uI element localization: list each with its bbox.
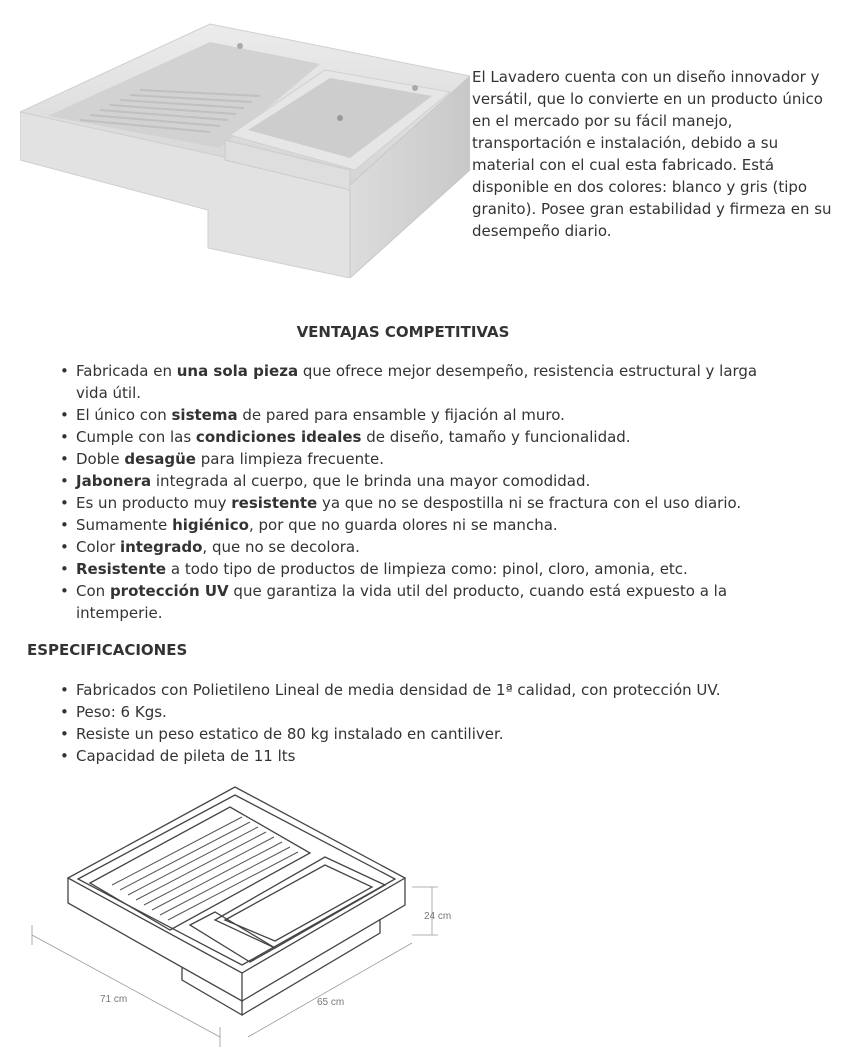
intro-paragraph: El Lavadero cuenta con un diseño innovador y versátil, que lo convierte en un producto único en el mercado por su fácil manejo, transportación e instalación, debido a su material con el cual esta fabricado. Está disponible en dos colores: blanco y gris (tipo granito). Posee gran estabilidad y firmeza en su desempeño diario. bbox=[472, 68, 832, 240]
list-item: • Fabricada en una sola pieza que ofrece mejor desempeño, resistencia estructural y larga vida útil. bbox=[76, 360, 776, 404]
list-item: • Jabonera integrada al cuerpo, que le brinda una mayor comodidad. bbox=[76, 470, 776, 492]
specs-title: ESPECIFICACIONES bbox=[27, 641, 188, 659]
list-item: • Resiste un peso estatico de 80 kg instalado en cantiliver. bbox=[76, 723, 796, 745]
specs-list bbox=[76, 679, 796, 767]
height-dimension-label: 24 cm bbox=[424, 911, 452, 922]
list-item: • El único con sistema de pared para ensamble y fijación al muro. bbox=[76, 404, 776, 426]
advantages-list bbox=[76, 360, 776, 624]
depth-dimension-label: 71 cm bbox=[100, 994, 128, 1005]
list-item: • Color integrado, que no se decolora. bbox=[76, 536, 776, 558]
list-item: • Doble desagüe para limpieza frecuente. bbox=[76, 448, 776, 470]
list-item: • Es un producto muy resistente ya que no se despostilla ni se fractura con el uso diario. bbox=[76, 492, 776, 514]
width-dimension-label: 65 cm bbox=[317, 997, 345, 1008]
list-item: • Sumamente higiénico, por que no guarda olores ni se mancha. bbox=[76, 514, 776, 536]
list-item: • Cumple con las condiciones ideales de diseño, tamaño y funcionalidad. bbox=[76, 426, 776, 448]
dimension-diagram bbox=[20, 775, 490, 1055]
list-item: • Fabricados con Polietileno Lineal de media densidad de 1ª calidad, con protección UV. bbox=[76, 679, 796, 701]
list-item: • Peso: 6 Kgs. bbox=[76, 701, 796, 723]
product-photo bbox=[20, 20, 470, 278]
list-item: • Capacidad de pileta de 11 lts bbox=[76, 745, 796, 767]
list-item: • Con protección UV que garantiza la vida util del producto, cuando está expuesto a la intemperie. bbox=[76, 580, 776, 624]
list-item: • Resistente a todo tipo de productos de limpieza como: pinol, cloro, amonia, etc. bbox=[76, 558, 776, 580]
advantages-title: VENTAJAS COMPETITIVAS bbox=[296, 323, 510, 341]
